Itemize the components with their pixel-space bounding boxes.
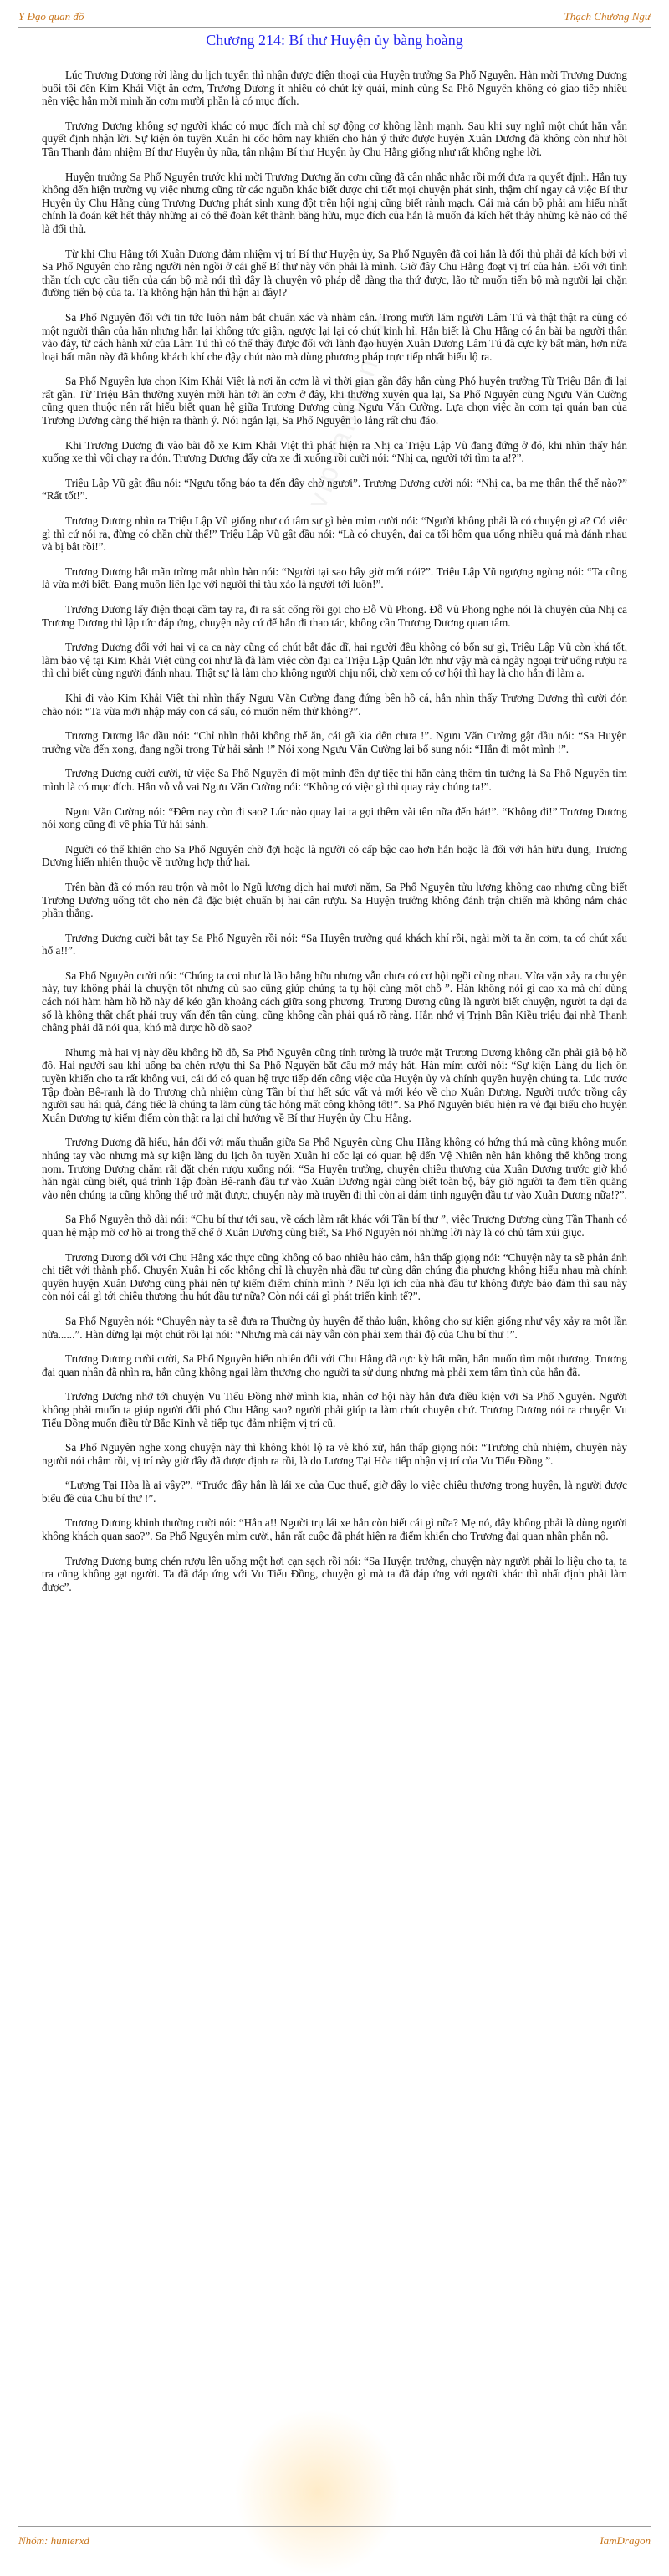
group-credit: Nhóm: hunterxd xyxy=(18,2534,89,2547)
paragraph: Khi đi vào Kim Khải Việt thì nhìn thấy Ngưu Văn Cường đang đứng bên hồ cá, hắn nhìn thấy Trương Dương thì cười đón chào nói: “Ta vừa mới nhập máy con cá sấu, có muốn nếm thử không?”. xyxy=(42,691,627,718)
paragraph: Trương Dương cười cười, Sa Phổ Nguyên hiển nhiên đối với Chu Hằng đã cực kỳ bất mãn, hắn muốn tìm một thương. Trương đại quan nhân đã nhìn ra, hắn cũng không ngại làm thương cho người ta sử dụng nhưng mà phải xem tâm tình của hắn đã. xyxy=(42,1352,627,1378)
paragraph: Trương Dương đã hiểu, hắn đối với mấu thuẫn giữa Sa Phổ Nguyên cùng Chu Hằng không có hứng thú mà cũng không muốn nhúng tay vào nhưng mà sự kiện làng du lịch ôn tuyền Xuân hi cốc lại có quan hệ đến Vệ Nhiên nên hắn không thể không trong nom. Trương Dương chăm rãi đặt chén rượu xuống nói: “Sa Huyện trưởng, chuyện chiêu thương của Xuân Dương trước giờ khó hăn ngài cũng biết, quá trình Tập đoàn Bê-ranh đầu tư vào Xuân Dương ngài cũng biết toàn bộ, bây giờ người ta đem tiền quăng vào nên chúng ta cũng không thể trở mặt được, chuyện này mà truyền đi thì còn ai dám tinh nguyện đầu tư vào Xuân Dương nữa!?”. xyxy=(42,1136,627,1201)
author-name: Thạch Chương Ngư xyxy=(564,10,651,23)
chapter-title: Chương 214: Bí thư Huyện ủy bàng hoàng xyxy=(206,32,463,49)
paragraph: Trương Dương khinh thường cười nói: “Hắn a!! Người trụ lái xe hắn còn biết cái gì nữa? Mẹ nó, đây không phải là dùng người không khách quan sao?”. Sa Phổ Nguyên mỉm cười, hắn rất cuộc đã phát hiện ra điểm khiến cho Trương đại quan nhân phẫn nộ. xyxy=(42,1516,627,1543)
paragraph: Trương Dương cười cười, từ việc Sa Phổ Nguyên đi một mình đến dự tiệc thì hắn càng thêm tin tưởng là Sa Phổ Nguyên tìm mình là có mục đích. Hắn vỗ vỗ vai Ngưu Văn Cường nói: “Không có việc gì thì quay rảy chúng ta!”. xyxy=(42,767,627,793)
chapter-body xyxy=(42,69,627,1605)
paragraph: Từ khi Chu Hằng tới Xuân Dương đảm nhiệm vị trí Bí thư Huyện ủy, Sa Phổ Nguyên đã coi hắn là đối thủ phải đả kích bởi vì Sa Phổ Nguyên cho rằng người nên ngồi ở cái ghế Bí thư này vốn phải là mình. Giờ đây Chu Hằng đoạt vị trí của hắn. Đối với tình thần tích cực cầu tiến của cán bộ mà nói thì đây là chuyện vô pháp dễ dàng tha thứ được, lão tử muốn tiến bộ mà người lại chặn đường tiến bộ của ta. Ta không hận hắn thì hận ai đây!? xyxy=(42,247,627,299)
paragraph: Huyện trưởng Sa Phổ Nguyên trước khi mời Trương Dương ăn cơm cũng đã cân nhắc nhắc rồi mới đưa ra quyết định. Hắn tuy không đến hiện trường vụ việc nhưng cũng từ các nguồn khác biết được chi tiết mọi chuyện phát sinh, thậm chí ngay cả việc Bí thư Huyện ủy Chu Hằng cùng Trương Dương phát sinh xung đột trên hội nghị cũng biết rành mạch. Cái mà cán bộ phải am hiểu nhất chính là đoán kết hết thảy những ai có thể đoàn kết thành băng hữu, mục đích của hắn là muốn đả kích hết thảy những kẻ nào có thể là đối thủ. xyxy=(42,170,627,235)
paragraph: Người có thể khiến cho Sa Phổ Nguyên chờ đợi hoặc là người có cấp bậc cao hơn hắn hoặc là đối với hắn hữu dụng, Trương Dương hiển nhiên thuộc về trường hợp thứ hai. xyxy=(42,842,627,869)
paragraph: Ngưu Văn Cường nói: “Đêm nay còn đi sao? Lúc nào quay lại ta gọi thêm vài tên nữa đến hát!”. “Không đi!” Trương Dương nói xong cũng đi về phía Tử hải sảnh. xyxy=(42,805,627,831)
paragraph: “Lương Tại Hòa là ai vậy?”. “Trước đây hắn là lái xe của Cục thuế, giờ đây lo việc chiêu thương trong huyện, là người được biểu đề của Chu bí thư !”. xyxy=(42,1479,627,1505)
paragraph: Trương Dương cười bắt tay Sa Phổ Nguyên rồi nói: “Sa Huyện trưởng quá khách khí rồi, ngài mời ta ăn cơm, ta có chút xấu hổ a!!”. xyxy=(42,931,627,958)
footer-divider xyxy=(18,2526,651,2527)
paragraph: Trương Dương bắt mãn trừng mắt nhìn hàn nói: “Người tại sao bây giờ mới nói?”. Triệu Lập Vũ ngượng ngùng nói: “Ta cũng là vừa mới biết. Đang muốn liên lạc với người thì tàu xảo là người tới luôn!”. xyxy=(42,565,627,591)
paragraph: Sa Phổ Nguyên cười nói: “Chúng ta coi như là lão bằng hữu nhưng vẫn chưa có cơ hội ngồi cùng nhau. Vừa vặn xảy ra chuyện này, tuy không phải là chuyện tốt nhưng dù sao cũng giúp chúng ta tụ hội cùng một chỗ ”. Hàn không nói gì cao xa mà chỉ dùng cách nói hàm hàm hồ hồ này để kéo gần khoảng cách giữa song phương. Trương Dương cũng là người biết chuyện, người ta đại đa số là không thật chất phái truy vấn đến tận cùng, cũng không cần phải quá rõ ràng. Hắn nhớ vị Trịnh Bân Kiều triệu đại nhà Thanh chẳng phải đã nói qua, khó mà được hồ đồ sao? xyxy=(42,969,627,1035)
paragraph: Nhưng mà hai vị này đều không hồ đồ, Sa Phổ Nguyên cũng tính tường là trước mặt Trương Dương không cần phải giả bộ hồ đồ. Hai người sau khi uống ba chén rượu thì Sa Phổ Nguyên bắt đầu mở máy hát. Hàn mỉm cười nói: “Sự kiện Làng du lịch ôn tuyền khiến cho ta rất không vui, cái đó có quan hệ trực tiếp đến công việc của Huyện ủy và chính quyền huyện chúng ta. Lúc trước Tập đoàn Bê-ranh là do Trương chủ nhiệm cùng Tần bí thư hết sức vất vả mới kéo về cho Xuân Dương. Người trước trồng cây người sau hái quả, đáng tiếc là chúng ta lăm cũng tác hỏng mất công không tốt!”. Sa Phổ Nguyên biểu hiện ra vẻ đại biểu cho huyện Xuân Dương tự kiểm điểm còn thật ra lại chỉ hướng về Bí thư Huyện ủy Chu Hằng. xyxy=(42,1045,627,1124)
watermark-logo xyxy=(234,2409,401,2576)
paragraph: Trương Dương không sợ người khác có mục đích mà chỉ sợ động cơ không lành mạnh. Sau khi suy nghĩ một chút hắn vẫn quyết định nhận lời. Sự kiện ôn tuyền Xuân hi cốc hôm nay khiến cho hắn ý thức được huyện Xuân Dương đã không còn như hồi Tần Thanh đảm nhiệm Bí thư Huyện ủy nữa, tân nhậm Bí thư Huyện ủy Chu Hằng giống như rất không nghe lời. xyxy=(42,119,627,158)
paragraph: Trương Dương đối với hai vị ca ca này cũng có chút bắt đắc dĩ, hai người đều không có bổn sự gì, Triệu Lập Vũ còn khá tốt, làm bảo vệ tại Kim Khải Việt cũng coi như là đã làm việc còn đại ca Triệu Lập Quân lớn như vậy mà cả ngày ngoại trừ uống rượu ra thì chỉ biết cùng người đánh nhau. Thật sự là làm cho không người chịu nổi, chờ xem có cơ hội thì hay là cho hắn đi làm a. xyxy=(42,641,627,680)
paragraph: Trương Dương nhìn ra Triệu Lập Vũ giống như có tâm sự gì bèn mỉm cười nói: “Người không phải là có chuyện gì a? Có việc gì thì cứ nói ra, đừng có chần chừ thế!” Triệu Lập Vũ gật đầu nói: “Là có chuyện, đại ca tối hôm qua uống nhiều quá mà đánh nhau và bị bắt rồi!”. xyxy=(42,514,627,554)
paragraph: Lúc Trương Dương rời làng du lịch tuyển thì nhận được điện thoại của Huyện trưởng Sa Phổ Nguyên. Hàn mời Trương Dương buổi tối đến Kim Khải Việt ăn cơm, Trương Dương ít nhiều có chút kỳ quái, minh cùng Sa Phổ Nguyên không có giao tiếp nhiều nên việc hắn mời mình ăn cơm mười phần là có mục đích. xyxy=(42,69,627,108)
paragraph: Sa Phổ Nguyên nói: “Chuyện này ta sẽ đưa ra Thường ủy huyện để thảo luận, không cho sự kiện giống như vậy xảy ra một lần nữa......”. Hàn dừng lại một chút rồi lại nói: “Nhưng mà cái này vẫn còn phải xem thái độ của Chu bí thư !”. xyxy=(42,1314,627,1341)
watermark: vipvandan.vn xyxy=(301,306,402,513)
paragraph: Trên bàn đã có món rau trộn và một lọ Ngũ lương dịch hai mươi năm, Sa Phổ Nguyên tửu lượng không cao nhưng cũng biết Trương Dương uống tốt cho nên đã đặc biệt chuẩn bị hai cân rượu. Sa Huyện trưởng không đánh trận chiến mà không nắm chắc phần thắng. xyxy=(42,880,627,920)
paragraph: Trương Dương lấy điện thoại cầm tay ra, đi ra sát cổng rồi gọi cho Đỗ Vũ Phong. Đỗ Vũ Phong nghe nói là chuyện của Nhị ca Trương Dương thì lập tức đáp ứng, chuyện này cứ để hắn đi thao tác, không cần Trương Dương quan tâm. xyxy=(42,603,627,629)
paragraph: Trương Dương nhớ tới chuyện Vu Tiểu Đồng nhờ mình kia, nhân cơ hội này hắn đưa điều kiện với Sa Phổ Nguyên. Người không phải muốn ta giúp người đối phó Chu Hằng sao? người phải giúp ta làm chút chuyện chứ. Trương Dương nói ra chuyện Vu Tiểu Đồng muốn điều từ Bắc Kinh và tiếp tục đảm nhiệm vị trí cũ. xyxy=(42,1390,627,1429)
paragraph: Sa Phổ Nguyên nghe xong chuyện này thì không khỏi lộ ra vẻ khó xử, hắn thấp giọng nói: “Trương chủ nhiệm, chuyện này người nói chậm rồi, vị trí này giờ đây đã được định ra rồi, là do Lương Tại Hòa tiếp nhận vị trí của Vu Tiểu Đồng ”. xyxy=(42,1441,627,1467)
paragraph: Trương Dương bưng chén rượu lên uống một hơi cạn sạch rồi nói: “Sa Huyện trưởng, chuyện này người phải lo liệu cho ta, ta tra cũng không gạt người. Ta đã đáp ứng với Vu Tiểu Đồng, chuyện gì mà ta đã đáp ứng với người khác thì nhất định phải làm được”. xyxy=(42,1554,627,1593)
paragraph: Sa Phổ Nguyên thở dài nói: “Chu bí thư tới sau, về cách làm rất khác với Tần bí thư ”, việc Trương Dương cùng Tần Thanh có quan hệ mập mờ cơ hồ ai trong thể chế ở Xuân Dương cũng biết, Sa Phổ Nguyên nói những lời này là có chủ tâm xúi giục. xyxy=(42,1213,627,1239)
paragraph: Khi Trương Dương đi vào bãi đỗ xe Kim Khải Việt thì phát hiện ra Nhị ca Triệu Lập Vũ đang đứng ở đó, khi nhìn thấy hắn xuống xe thì vội chạy ra đón. Trương Dương đẩy cửa xe đi xuống rồi cười nói: “Nhị ca, người tới tìm ta a!?”. xyxy=(42,438,627,465)
paragraph: Sa Phổ Nguyên đối với tin tức luôn nắm bắt chuẩn xác và nhằm cắn. Trong mười lăm người Lâm Tú và thật thật ra cũng có một người thân của hắn nhưng hắn lại không tức giận, ngược lại lại có chút kinh hỉ. Hắn biết là Chu Hằng có ân bài ba người thân vào đây, từ cách hành xử của Lâm Tú thì có thể thấy được đối với lãnh đạo huyện Xuân Dương Lâm Tú đã cực kỳ bất mãn, hơn nữa loại bất mãn này đã không khách khí che đậy chút nào mà dùng phương pháp trực tiếp nhất biểu lộ ra. xyxy=(42,310,627,363)
translator-credit: IamDragon xyxy=(600,2534,651,2547)
header-divider xyxy=(18,27,651,28)
paragraph: Triệu Lập Vũ gật đầu nói: “Ngưu tổng báo ta đến đây chờ ngươi”. Trương Dương cười nói: “Nhị ca, ba mẹ thân thể thế nào?” “Rất tốt!”. xyxy=(42,476,627,503)
page-footer xyxy=(18,2534,651,2551)
page-header xyxy=(18,10,651,28)
book-title: Y Đạo quan đồ xyxy=(18,10,84,23)
paragraph: Sa Phổ Nguyên lựa chọn Kim Khải Việt là nơi ăn cơm là vì thời gian gần đây hắn cùng Phó huyện trưởng Từ Triệu Bân đi lại rất gần. Từ Triệu Bân thường xuyên mời hàn tới ăn cơm ở đây, khi thường xuyên qua lại, Sa Phổ Nguyên cùng Ngưu Văn Cường cũng quen thuộc nên rất hiểu biết quan hệ giữa Trương Dương cùng Ngưu Văn Cường. Lựa chọn việc ăn cơm tại quán bạn của Trương Dương càng thể hiện ra thành ý. Nói ngắn lại, Sa Phổ Nguyên lo lắng rất chu đáo. xyxy=(42,375,627,427)
paragraph: Trương Dương lắc đầu nói: “Chỉ nhìn thôi không thể ăn, cái gã kia đến chưa !”. Ngưu Văn Cường gật đầu nói: “Sa Huyện trưởng vừa đến xong, đang ngồi trong Tử hải sảnh !” Nói xong Ngưu Văn Cường lại bổ sung nói: “Hắn đi một mình !”. xyxy=(42,729,627,755)
paragraph: Trương Dương đối với Chu Hằng xác thực cũng không có bao nhiêu hảo cảm, hắn thấp giọng nói: “Chuyện này ta sẽ phản ánh chi tiết với thành phố. Chuyện Xuân hi cốc không chỉ là chuyện nhà đầu tư cùng dân chúng địa phương không hiểu nhau mà chính quyền huyện Xuân Dương cũng phải nên tự kiểm điểm chính mình ? Nếu lợi ích của nhà đầu tư không được bảo đảm thì sau này còn nói cái gì tới chiêu thương thu hút đầu tư nữa? Còn nói cái gì phát triển kinh tế?”. xyxy=(42,1250,627,1303)
